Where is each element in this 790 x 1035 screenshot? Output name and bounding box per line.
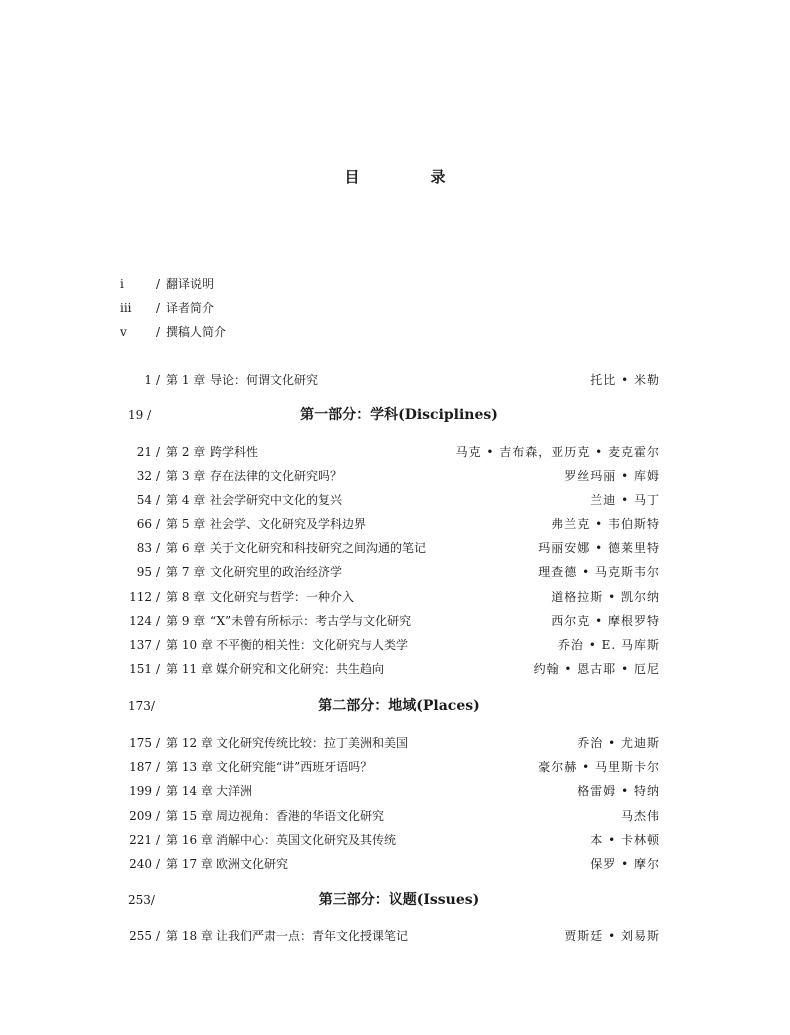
chapter-number: 第 18 章 xyxy=(166,929,213,943)
page-number: v xyxy=(120,325,127,339)
toc-part-heading[interactable] xyxy=(128,402,670,428)
entry-title: 撰稿人简介 xyxy=(166,325,227,339)
separator: / xyxy=(156,857,161,871)
chapter-title: 文化研究传统比较：拉丁美洲和美国 xyxy=(216,736,409,750)
chapter-title: 文化研究能“讲”西班牙语吗？ xyxy=(216,760,373,774)
toc-entry-row[interactable] xyxy=(118,830,660,850)
toc-entry-row[interactable] xyxy=(118,806,660,826)
chapter-title: 存在法律的文化研究吗？ xyxy=(210,469,343,483)
chapter-title: 跨学科性 xyxy=(210,445,259,459)
chapter-title: 媒介研究和文化研究：共生趋向 xyxy=(216,662,385,676)
chapter-number: 第 11 章 xyxy=(166,662,213,676)
chapter-author: 约翰 • 恩古耶 • 厄尼 xyxy=(533,662,660,676)
separator: / xyxy=(156,614,161,628)
page-number: 209 xyxy=(129,809,152,823)
chapter-number: 第 1 章 xyxy=(166,373,206,387)
toc-prelim-row[interactable] xyxy=(118,298,660,318)
chapter-title: 文化研究里的政治经济学 xyxy=(210,565,343,579)
chapter-number: 第 13 章 xyxy=(166,760,213,774)
page-number: 1 xyxy=(144,373,152,387)
chapter-title: 不平衡的相关性：文化研究与人类学 xyxy=(216,638,409,652)
chapter-number: 第 15 章 xyxy=(166,809,213,823)
chapter-number: 第 14 章 xyxy=(166,784,213,798)
separator: / xyxy=(156,809,161,823)
chapter-author: 兰迪 • 马丁 xyxy=(590,493,660,507)
chapter-author: 乔治 • E. 马库斯 xyxy=(557,638,660,652)
chapter-number: 第 7 章 xyxy=(166,565,206,579)
toc-prelim-row[interactable] xyxy=(118,322,660,342)
toc-entry-row[interactable] xyxy=(118,635,660,655)
toc-entry-row[interactable] xyxy=(118,854,660,874)
separator: / xyxy=(156,784,161,798)
toc-entry-row[interactable] xyxy=(118,733,660,753)
chapter-author: 理查德 • 马克斯韦尔 xyxy=(538,565,660,579)
page-number: 187 xyxy=(129,760,152,774)
separator: / xyxy=(156,590,161,604)
page-number: 255 xyxy=(129,929,152,943)
chapter-author: 马杰伟 xyxy=(620,809,660,823)
toc-prelim-row[interactable] xyxy=(118,274,660,294)
chapter-number: 第 9 章 xyxy=(166,614,206,628)
toc-part-heading[interactable] xyxy=(128,693,670,719)
chapter-number: 第 12 章 xyxy=(166,736,213,750)
separator: / xyxy=(156,760,161,774)
chapter-title: 社会学研究中文化的复兴 xyxy=(210,493,343,507)
chapter-author: 马克 • 吉布森，亚历克 • 麦克霍尔 xyxy=(455,445,660,459)
chapter-title: 社会学、文化研究及学科边界 xyxy=(210,517,367,531)
toc-entry-row[interactable] xyxy=(118,757,660,777)
chapter-number: 第 8 章 xyxy=(166,590,206,604)
chapter-author: 托比 • 米勒 xyxy=(590,373,660,387)
toc-entry-row[interactable] xyxy=(118,611,660,631)
chapter-title: “X”未曾有所标示：考古学与文化研究 xyxy=(210,614,412,628)
page-number: i xyxy=(120,277,124,291)
toc-entry-row[interactable] xyxy=(118,442,660,462)
chapter-number: 第 2 章 xyxy=(166,445,206,459)
part-page-number: 173/ xyxy=(128,699,155,713)
separator: / xyxy=(156,373,161,387)
chapter-title: 导论：何谓文化研究 xyxy=(210,373,319,387)
toc-entry-row[interactable] xyxy=(118,659,660,679)
page-number: iii xyxy=(120,301,132,315)
separator: / xyxy=(156,517,161,531)
entry-title: 翻译说明 xyxy=(166,277,215,291)
chapter-number: 第 5 章 xyxy=(166,517,206,531)
page-number: 221 xyxy=(129,833,152,847)
page-title: 目 录 xyxy=(344,168,474,186)
chapter-author: 格雷姆 • 特纳 xyxy=(577,784,660,798)
part-page-number: 253/ xyxy=(128,893,155,907)
separator: / xyxy=(156,662,161,676)
part-title: 第三部分：议题(Issues) xyxy=(318,892,480,908)
separator: / xyxy=(156,277,161,291)
page-number: 124 xyxy=(129,614,152,628)
toc-entry-row[interactable] xyxy=(118,781,660,801)
toc-entry-row[interactable] xyxy=(118,466,660,486)
chapter-number: 第 10 章 xyxy=(166,638,213,652)
part-title: 第一部分：学科(Disciplines) xyxy=(300,407,498,423)
chapter-author: 乔治 • 尤迪斯 xyxy=(577,736,660,750)
chapter-number: 第 16 章 xyxy=(166,833,213,847)
entry-title: 译者简介 xyxy=(166,301,215,315)
separator: / xyxy=(156,445,161,459)
page-number: 95 xyxy=(136,565,152,579)
separator: / xyxy=(156,929,161,943)
toc-entry-row[interactable] xyxy=(118,514,660,534)
part-title: 第二部分：地域(Places) xyxy=(318,698,480,714)
chapter-author: 弗兰克 • 韦伯斯特 xyxy=(551,517,660,531)
chapter-title: 欧洲文化研究 xyxy=(216,857,289,871)
chapter-title: 文化研究与哲学：一种介入 xyxy=(210,590,355,604)
separator: / xyxy=(156,493,161,507)
toc-entry-row[interactable] xyxy=(118,562,660,582)
separator: / xyxy=(156,325,161,339)
chapter-author: 罗丝玛丽 • 库姆 xyxy=(564,469,660,483)
chapter-author: 保罗 • 摩尔 xyxy=(590,857,660,871)
separator: / xyxy=(156,469,161,483)
chapter-number: 第 4 章 xyxy=(166,493,206,507)
chapter-author: 道格拉斯 • 凯尔纳 xyxy=(551,590,660,604)
page-number: 112 xyxy=(129,590,152,604)
chapter-title: 让我们严肃一点：青年文化授课笔记 xyxy=(216,929,409,943)
separator: / xyxy=(156,565,161,579)
page-number: 175 xyxy=(129,736,152,750)
chapter-author: 豪尔赫 • 马里斯卡尔 xyxy=(538,760,660,774)
page-number: 151 xyxy=(129,662,152,676)
chapter-author: 西尔克 • 摩根罗特 xyxy=(551,614,660,628)
chapter-author: 贾斯廷 • 刘易斯 xyxy=(564,929,660,943)
chapter-title: 周边视角：香港的华语文化研究 xyxy=(216,809,385,823)
chapter-author: 玛丽安娜 • 德莱里特 xyxy=(538,541,660,555)
chapter-title: 关于文化研究和科技研究之间沟通的笔记 xyxy=(210,541,427,555)
separator: / xyxy=(156,301,161,315)
chapter-title: 大洋洲 xyxy=(216,784,253,798)
toc-entry-row[interactable] xyxy=(118,490,660,510)
toc-part-heading[interactable] xyxy=(128,887,670,913)
page-number: 54 xyxy=(136,493,152,507)
chapter-number: 第 6 章 xyxy=(166,541,206,555)
separator: / xyxy=(156,833,161,847)
chapter-number: 第 3 章 xyxy=(166,469,206,483)
separator: / xyxy=(156,736,161,750)
page-number: 199 xyxy=(129,784,152,798)
page-number: 83 xyxy=(136,541,152,555)
page-number: 137 xyxy=(129,638,152,652)
page-number: 21 xyxy=(136,445,152,459)
separator: / xyxy=(156,638,161,652)
chapter-author: 本 • 卡林顿 xyxy=(590,833,660,847)
chapter-number: 第 17 章 xyxy=(166,857,213,871)
chapter-title: 消解中心：英国文化研究及其传统 xyxy=(216,833,397,847)
toc-entry-row[interactable] xyxy=(118,587,660,607)
toc-entry-row[interactable] xyxy=(118,370,660,390)
toc-entry-row[interactable] xyxy=(118,538,660,558)
page-number: 32 xyxy=(136,469,152,483)
separator: / xyxy=(156,541,161,555)
page-number: 66 xyxy=(136,517,152,531)
part-page-number: 19 / xyxy=(128,408,152,422)
page-number: 240 xyxy=(129,857,152,871)
toc-entry-row[interactable] xyxy=(118,926,660,946)
